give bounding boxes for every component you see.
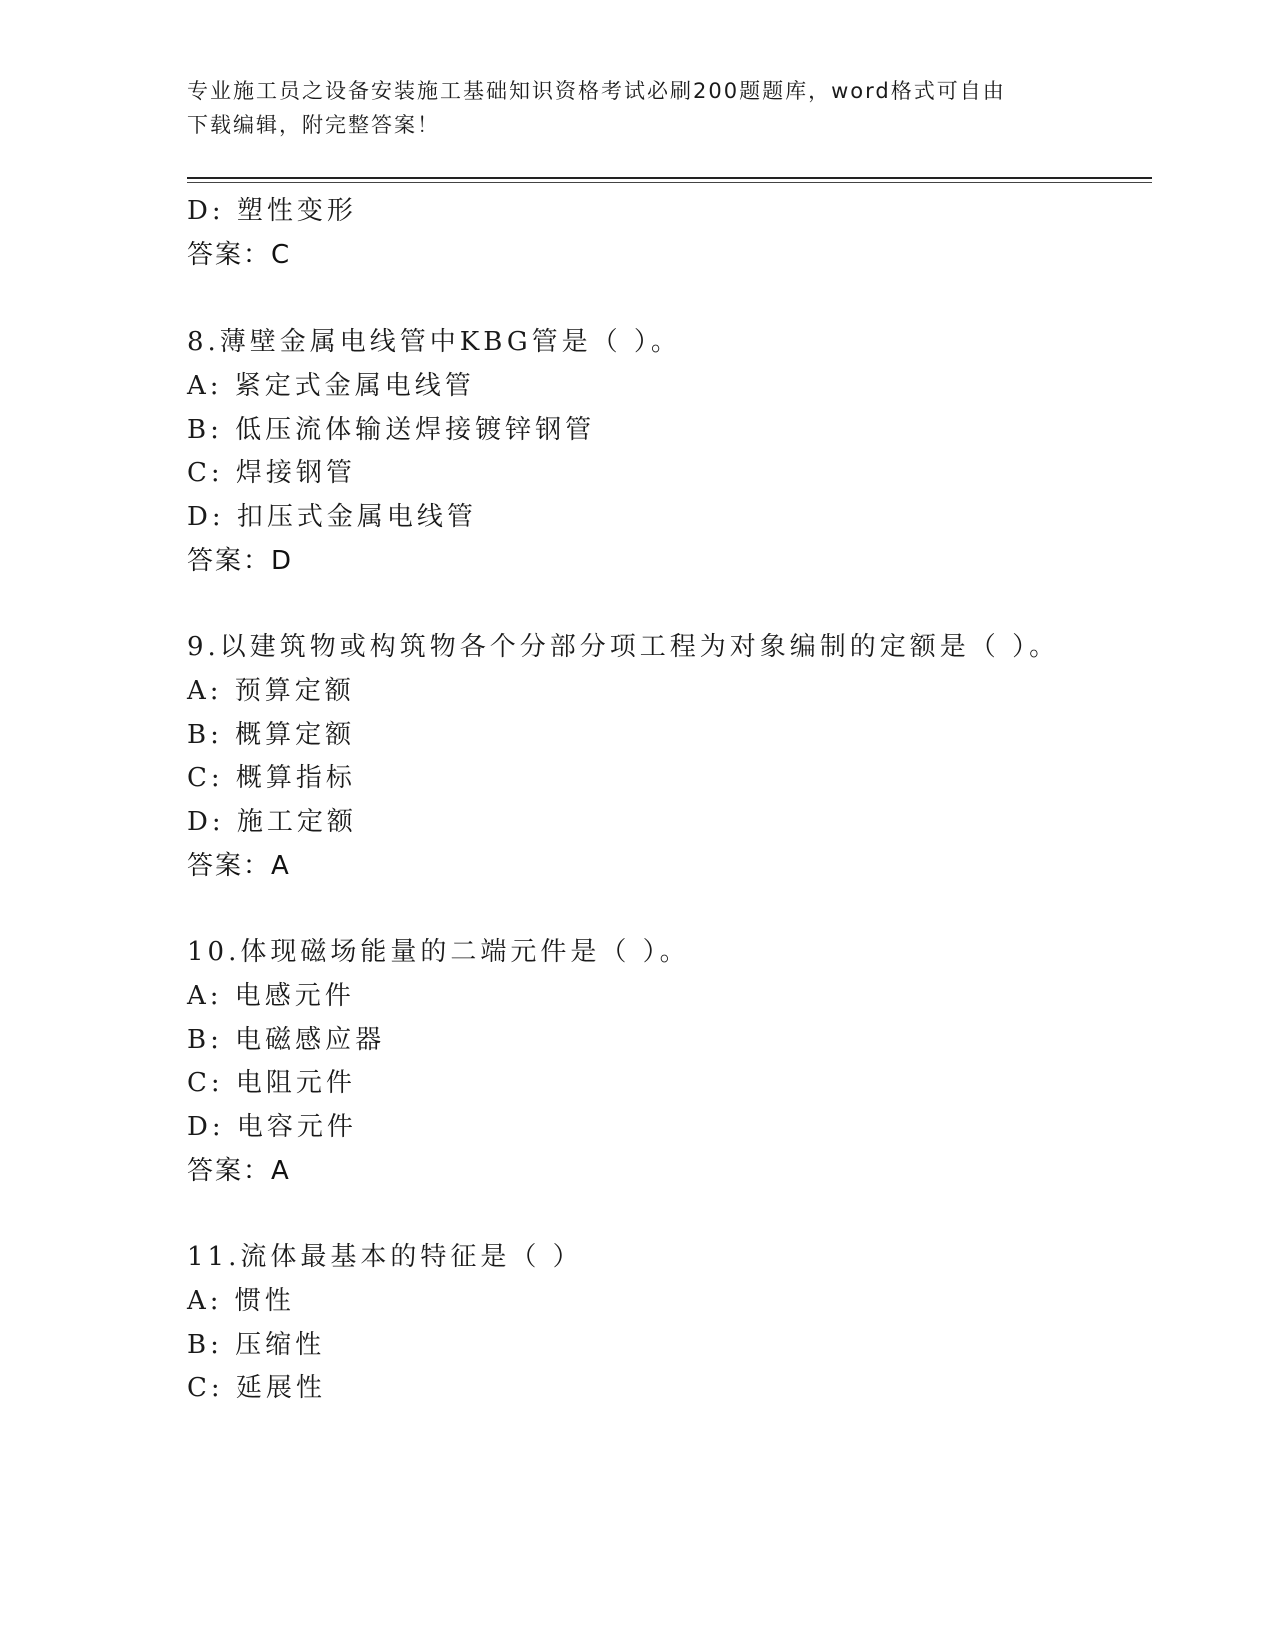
question-10-option-a: A: 电感元件 [187, 981, 355, 1011]
prev-answer: 答案：C [187, 240, 292, 270]
question-9-answer: 答案：A [187, 851, 291, 881]
header-line-2: 下载编辑，附完整答案！ [187, 113, 440, 137]
question-8-option-c: C: 焊接钢管 [187, 458, 356, 488]
question-8-stem: 8.薄壁金属电线管中KBG管是（ ）。 [187, 327, 681, 357]
question-9-option-a: A: 预算定额 [187, 676, 355, 706]
question-11-stem: 11.流体最基本的特征是（ ） [187, 1242, 583, 1272]
header-divider-thick [187, 177, 1152, 179]
question-9-stem: 9.以建筑物或构筑物各个分部分项工程为对象编制的定额是（ ）。 [187, 632, 1060, 662]
question-10-option-b: B: 电磁感应器 [187, 1025, 386, 1055]
question-11-option-a: A: 惯性 [187, 1286, 295, 1316]
prev-option-d: D: 塑性变形 [187, 196, 357, 226]
question-9-option-c: C: 概算指标 [187, 763, 356, 793]
question-11-option-b: B: 压缩性 [187, 1330, 326, 1360]
header-line-1: 专业施工员之设备安装施工基础知识资格考试必刷200题题库，word格式可自由 [187, 79, 1006, 103]
document-header [187, 74, 1087, 142]
question-10-answer: 答案：A [187, 1156, 291, 1186]
question-10-option-c: C: 电阻元件 [187, 1068, 356, 1098]
question-8-answer: 答案：D [187, 546, 294, 576]
header-divider-thin [187, 182, 1152, 183]
question-9-option-b: B: 概算定额 [187, 720, 356, 750]
question-10-option-d: D: 电容元件 [187, 1112, 357, 1142]
question-8-option-a: A: 紧定式金属电线管 [187, 371, 475, 401]
question-9-option-d: D: 施工定额 [187, 807, 357, 837]
question-8-option-d: D: 扣压式金属电线管 [187, 502, 477, 532]
question-10-stem: 10.体现磁场能量的二端元件是（ ）。 [187, 937, 690, 967]
question-11-option-c: C: 延展性 [187, 1373, 326, 1403]
question-8-option-b: B: 低压流体输送焊接镀锌钢管 [187, 415, 596, 445]
